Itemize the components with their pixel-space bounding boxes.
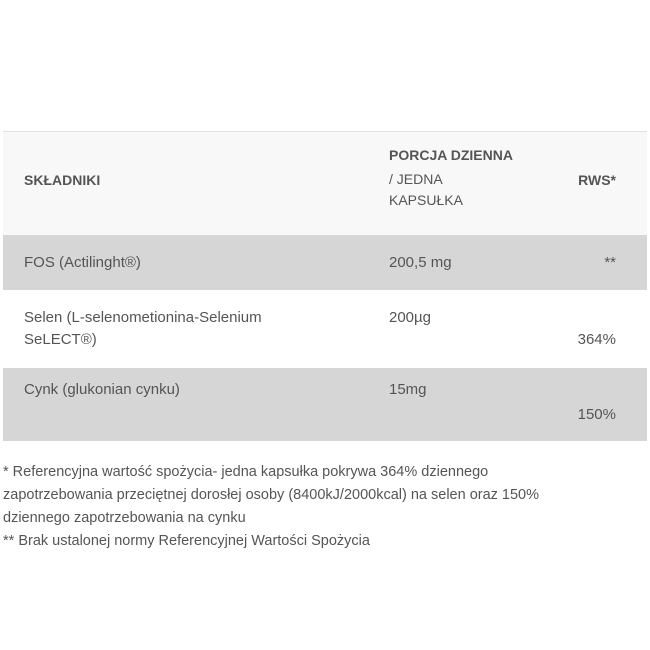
footnote-rws-line-1: * Referencyjna wartość spożycia- jedna kapsułka pokrywa 364% dziennego [3,464,489,480]
ingredient-dose: 200µg [389,309,432,326]
ingredient-name-cont: SeLECT®) [24,331,97,348]
header-ingredients: SKŁADNIKI [24,172,101,188]
table-row [3,235,647,290]
header-daily-portion-sub-1: / JEDNA [389,171,443,187]
header-daily-portion-sub-2: KAPSUŁKA [389,192,463,208]
ingredient-rws: ** [604,254,616,271]
ingredient-name: FOS (Actilinght®) [24,254,141,271]
ingredient-name: Selen (L-selenometionina-Selenium [24,309,262,326]
header-rws: RWS* [578,172,616,188]
table-row [3,290,647,368]
footnotes [3,461,613,553]
footnote-rws-line-2: zapotrzebowania przeciętnej dorosłej osoby (8400kJ/2000kcal) na selen oraz 150% [3,487,540,503]
ingredient-dose: 15mg [389,381,427,398]
table-row [3,368,647,441]
ingredient-rws: 150% [577,406,616,423]
footnote-no-norm: ** Brak ustalonej normy Referencyjnej Wartości Spożycia [3,533,370,549]
table-header-row [3,132,647,235]
nutrition-table [3,131,647,441]
ingredient-dose: 200,5 mg [389,254,452,271]
ingredient-name: Cynk (glukonian cynku) [24,381,180,398]
ingredient-rws: 364% [577,331,616,348]
footnote-rws-line-3: dziennego zapotrzebowania na cynku [3,510,246,526]
header-daily-portion: PORCJA DZIENNA [389,147,513,163]
